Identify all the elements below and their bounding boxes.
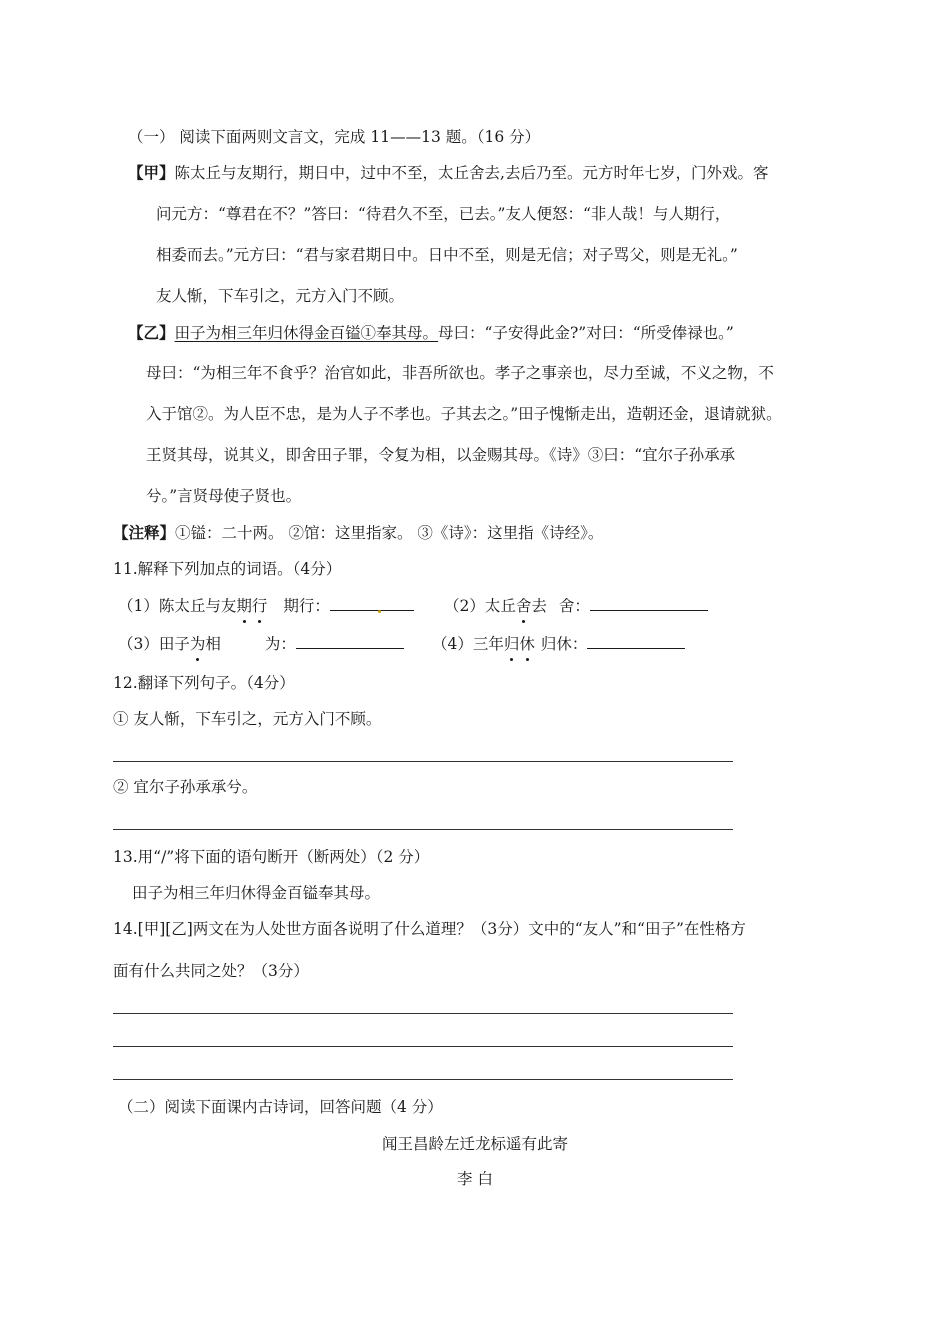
q12-answer-line-2[interactable] bbox=[113, 829, 733, 830]
q14-answer-line-2[interactable] bbox=[113, 1046, 733, 1047]
passage-yi-line3: 入于馆②。为人臣不忠，是为人子不孝也。子其去之。”田子愧惭走出，造朝还金，退请就狱。 bbox=[146, 405, 782, 423]
poem-author: 李 白 bbox=[457, 1170, 493, 1188]
q11-item1: （1）陈太丘与友期行 期行： bbox=[118, 594, 414, 617]
passage-yi-line2: 母曰：“为相三年不食乎？治官如此，非吾所欲也。孝子之事亲也，尽力至诚，不义之物，不 bbox=[146, 364, 774, 382]
answer-blank-1[interactable] bbox=[330, 594, 414, 611]
passage-yi-line5: 兮。”言贤母使子贤也。 bbox=[146, 487, 302, 505]
q13-sentence: 田子为相三年归休得金百镒奉其母。 bbox=[132, 884, 381, 902]
q11-item3: （3）田子为相 为： bbox=[118, 632, 404, 655]
q14-answer-line-1[interactable] bbox=[113, 1013, 733, 1014]
q14-line1: 14.[甲][乙]两文在为人处世方面各说明了什么道理？（3分）文中的“友人”和“田子”在性格方 bbox=[113, 920, 746, 938]
passage-yi-line4: 王贤其母，说其义，即舍田子罪，令复为相，以金赐其母。《诗》③曰：“宜尔子孙承承 bbox=[146, 446, 736, 464]
passage-jia-line3: 相委而去。”元方曰：“君与家君期日中。日中不至，则是无信；对子骂父，则是无礼。” bbox=[156, 246, 738, 264]
answer-blank-2[interactable] bbox=[590, 594, 708, 611]
passage-jia-line2: 问元方：“尊君在不？”答曰：“待君久不至，已去。”友人便怒：“非人哉！与人期行， bbox=[156, 205, 731, 223]
q12-sentence1: ① 友人惭，下车引之，元方入门不顾。 bbox=[113, 710, 382, 728]
q11-item2: （2）太丘舍去 舍： bbox=[444, 594, 708, 617]
passage-jia-tag: 【甲】 bbox=[128, 163, 175, 182]
q14-answer-line-3[interactable] bbox=[113, 1079, 733, 1080]
poem-title: 闻王昌龄左迁龙标遥有此寄 bbox=[381, 1135, 568, 1153]
q12-sentence2: ② 宜尔子孙承承兮。 bbox=[113, 778, 258, 796]
section1-header: （一） 阅读下面两则文言文，完成 11——13 题。（16 分） bbox=[128, 128, 541, 146]
passage-yi-line1: 【乙】田子为相三年归休得金百镒①奉其母。母曰：“子安得此金?”对曰：“所受俸禄也。” bbox=[128, 323, 734, 342]
answer-blank-4[interactable] bbox=[587, 632, 685, 649]
passage-jia-line1: 【甲】陈太丘与友期行，期日中，过中不至，太丘舍去,去后乃至。元方时年七岁，门外戏。客 bbox=[128, 163, 769, 182]
underlined-sentence: 田子为相三年归休得金百镒①奉其母。 bbox=[174, 324, 439, 342]
section2-header: （二）阅读下面课内古诗词，回答问题（4 分） bbox=[118, 1098, 443, 1116]
q11-item4: （4）三年归休 归休： bbox=[432, 632, 685, 655]
q12-title: 12.翻译下列句子。（4分） bbox=[113, 674, 295, 692]
q11-title: 11.解释下列加点的词语。（4分） bbox=[113, 560, 342, 578]
q14-line2: 面有什么共同之处？（3分） bbox=[113, 962, 309, 980]
q13-title: 13.用“/”将下面的语句断开（断两处）（2 分） bbox=[113, 848, 430, 866]
answer-blank-3[interactable] bbox=[296, 632, 404, 649]
annotation-note: 【注释】①镒：二十两。 ②馆：这里指家。 ③《诗》：这里指《诗经》。 bbox=[113, 523, 604, 542]
passage-yi-tag: 【乙】 bbox=[128, 323, 175, 342]
q12-answer-line-1[interactable] bbox=[113, 761, 733, 762]
passage-jia-line4: 友人惭，下车引之，元方入门不顾。 bbox=[156, 287, 405, 305]
